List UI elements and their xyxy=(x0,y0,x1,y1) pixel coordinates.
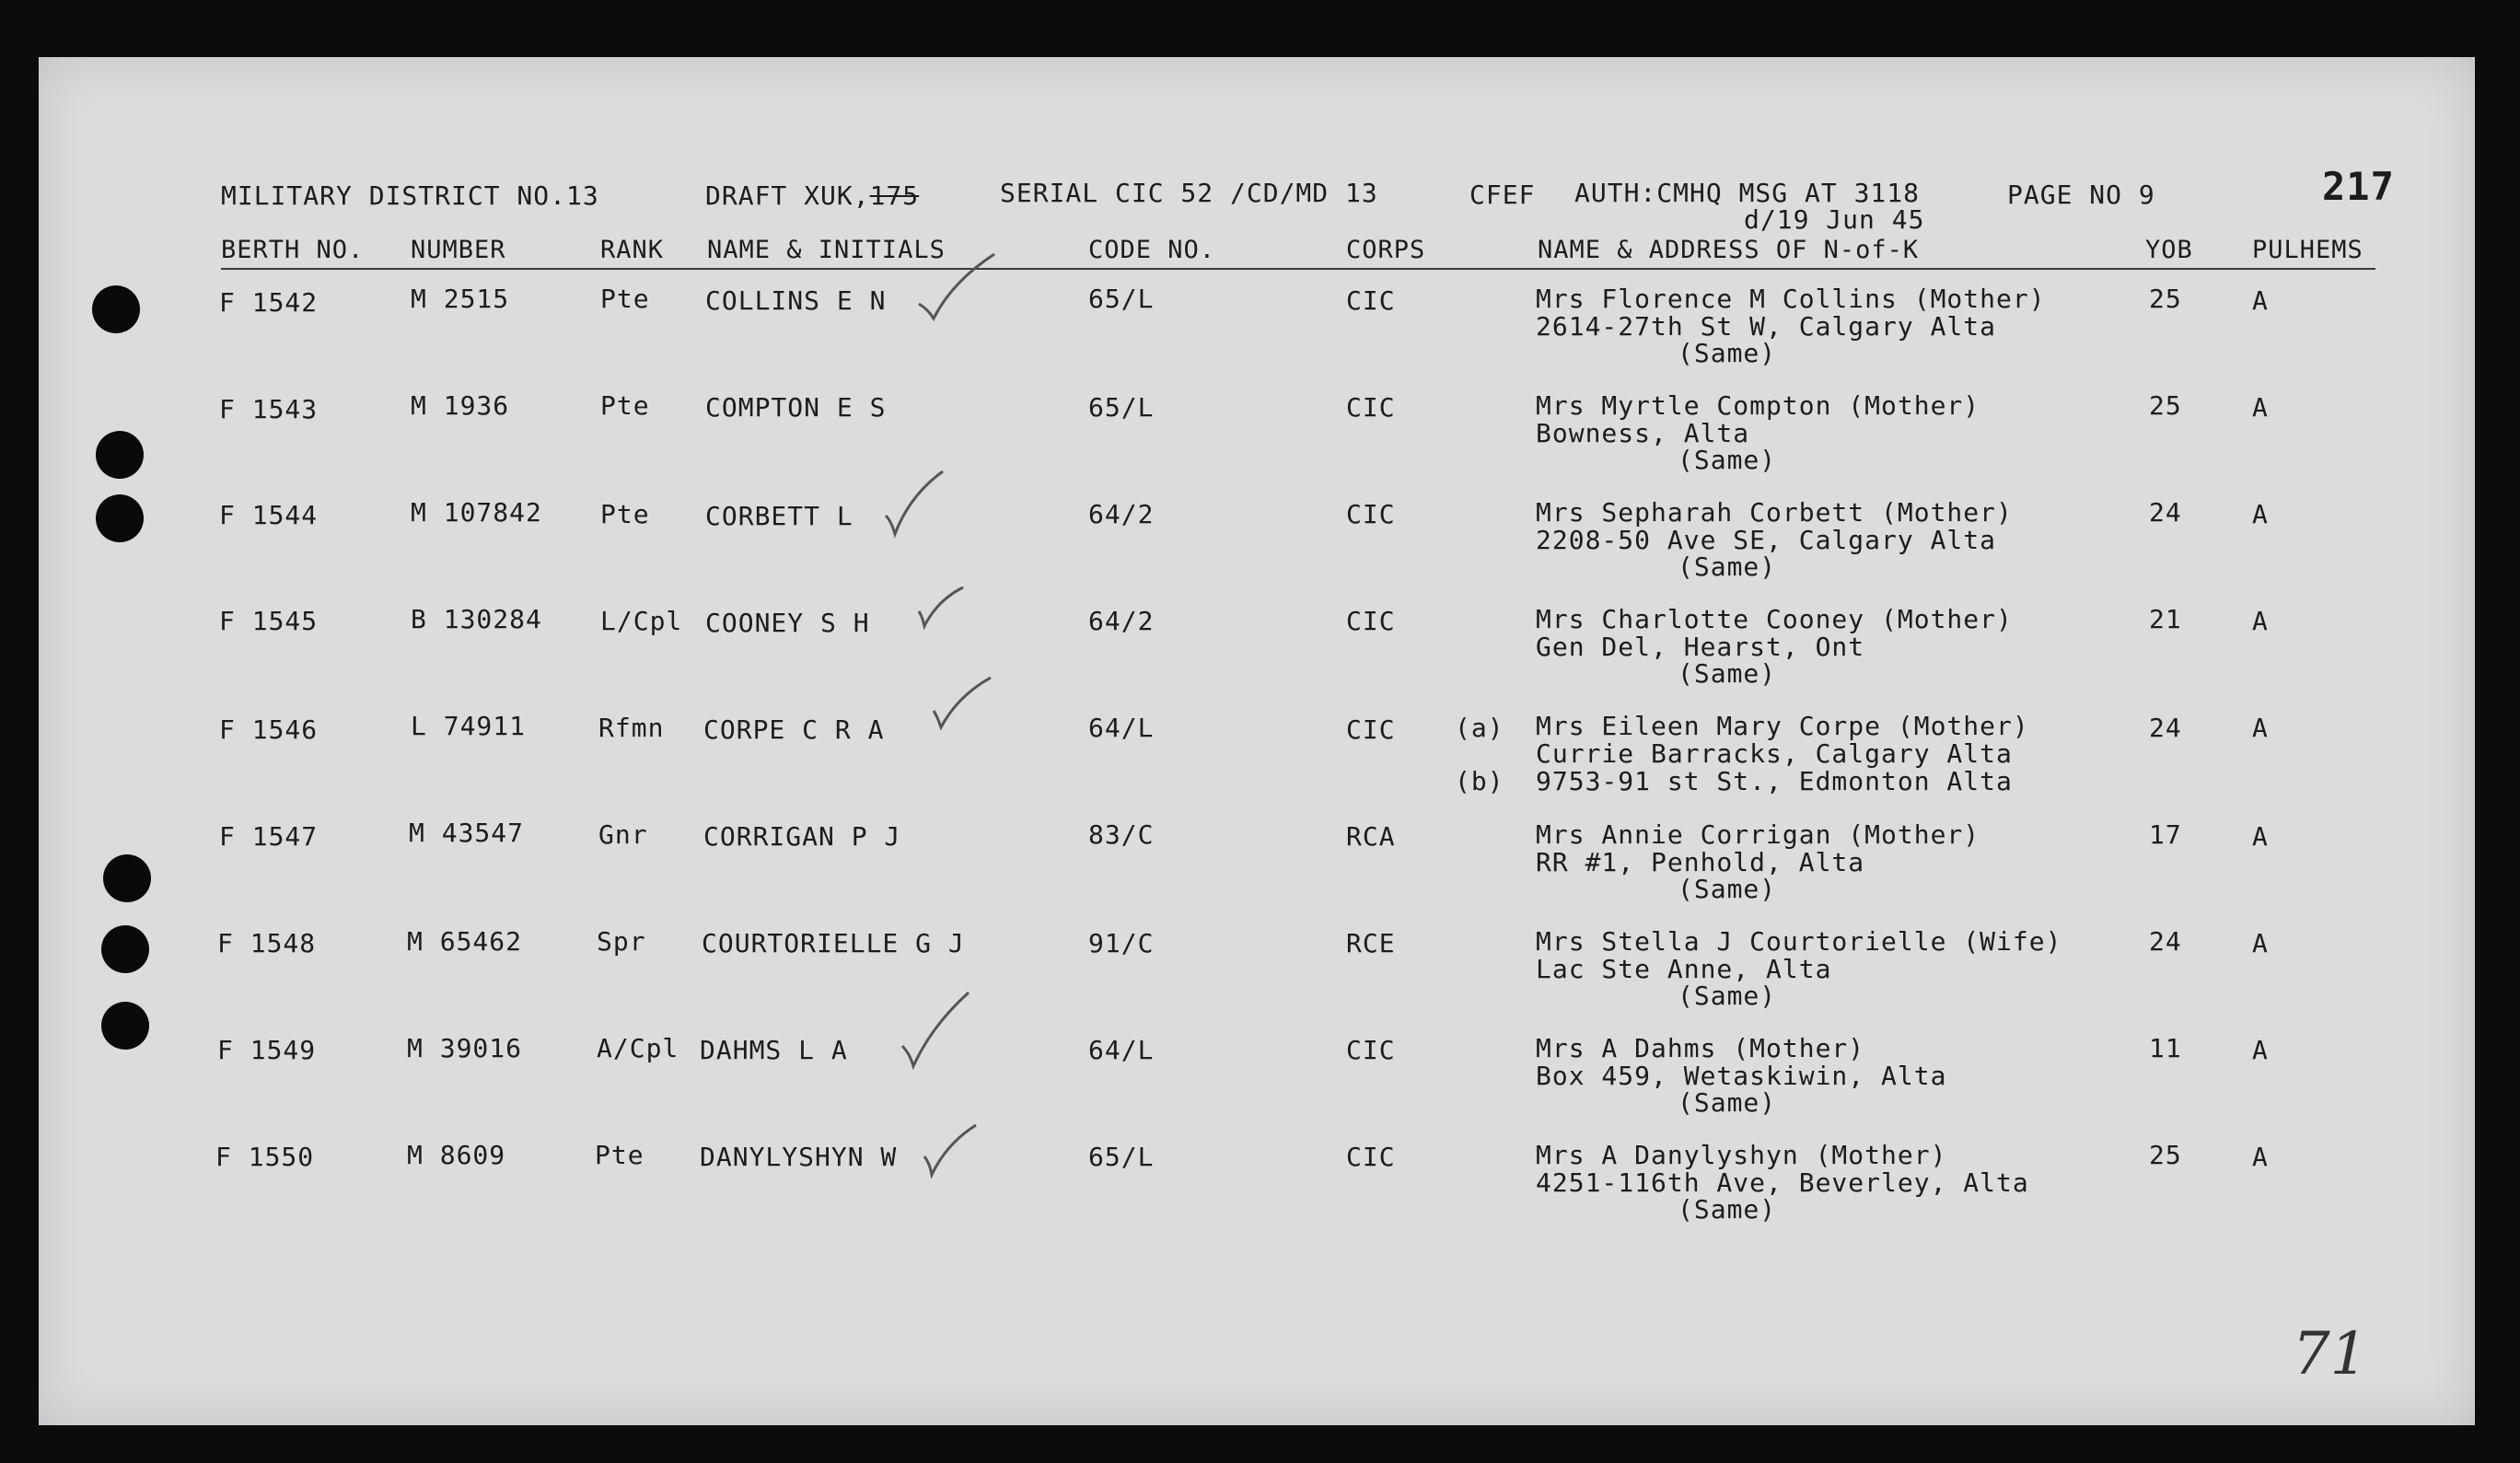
col-name: NAME & INITIALS xyxy=(707,236,946,264)
rank: Gnr xyxy=(598,819,648,850)
service-number: M 39016 xyxy=(407,1033,523,1063)
name-initials: DAHMS L A xyxy=(700,1035,848,1065)
nok-line: Gen Del, Hearst, Ont xyxy=(1536,632,1865,662)
nok-line: 2208-50 Ave SE, Calgary Alta xyxy=(1536,525,1997,555)
rank: A/Cpl xyxy=(597,1033,679,1063)
rank: L/Cpl xyxy=(600,606,683,636)
pulhems: A xyxy=(2252,928,2269,958)
pulhems: A xyxy=(2252,285,2269,316)
berth-no: F 1542 xyxy=(219,287,319,318)
punch-hole xyxy=(92,285,140,333)
margin-note: 71 xyxy=(2293,1320,2368,1388)
berth-no: F 1549 xyxy=(217,1035,317,1065)
service-number: M 2515 xyxy=(411,284,510,314)
yob: 21 xyxy=(2149,604,2182,634)
berth-no: F 1547 xyxy=(219,821,319,852)
code-no: 64/L xyxy=(1088,1035,1155,1065)
pulhems: A xyxy=(2252,392,2269,423)
service-number: M 8609 xyxy=(407,1140,506,1170)
service-number: M 43547 xyxy=(409,818,525,848)
code-no: 64/2 xyxy=(1088,499,1155,529)
rank: Pte xyxy=(600,499,650,529)
serial-label: SERIAL CIC 52 /CD/MD 13 xyxy=(1000,178,1378,208)
yob: 25 xyxy=(2149,284,2182,314)
name-initials: CORBETT L xyxy=(705,501,854,531)
checkmark-icon xyxy=(921,1121,980,1179)
punch-hole xyxy=(101,925,149,973)
berth-no: F 1546 xyxy=(219,714,319,745)
nok-line: Currie Barracks, Calgary Alta xyxy=(1536,738,2013,769)
nok-line: (Same) xyxy=(1678,552,1777,582)
col-number: NUMBER xyxy=(411,236,506,264)
yob: 25 xyxy=(2149,1140,2182,1170)
name-initials: DANYLYSHYN W xyxy=(700,1142,898,1172)
checkmark-icon xyxy=(915,584,967,630)
code-no: 65/L xyxy=(1088,392,1155,423)
nok-line: (Same) xyxy=(1678,1087,1777,1118)
rank: Spr xyxy=(597,926,646,957)
name-initials: CORRIGAN P J xyxy=(703,821,901,852)
nok-line: RR #1, Penhold, Alta xyxy=(1536,847,1865,877)
col-code: CODE NO. xyxy=(1088,236,1216,264)
corps: CIC xyxy=(1346,499,1396,529)
berth-no: F 1543 xyxy=(219,394,319,424)
col-nok: NAME & ADDRESS OF N-of-K xyxy=(1538,236,1920,264)
col-corps: CORPS xyxy=(1346,236,1426,264)
nok-marker-b: (b) xyxy=(1455,766,1504,796)
service-number: B 130284 xyxy=(411,604,542,634)
header-underline xyxy=(221,268,2375,270)
checkmark-icon xyxy=(930,674,994,733)
checkmark-icon xyxy=(882,468,946,540)
nok-line: (Same) xyxy=(1678,1194,1777,1225)
pulhems: A xyxy=(2252,821,2269,852)
corps: CIC xyxy=(1346,392,1396,423)
auth-label: AUTH:CMHQ MSG AT 3118 xyxy=(1574,178,1921,208)
nok-line: 2614-27th St W, Calgary Alta xyxy=(1536,311,1997,342)
rank: Pte xyxy=(600,284,650,314)
rank: Rfmn xyxy=(598,713,665,743)
punch-hole xyxy=(101,1002,149,1050)
nok-line: Mrs Stella J Courtorielle (Wife) xyxy=(1536,926,2062,957)
nok-line: Mrs A Danylyshyn (Mother) xyxy=(1536,1140,1947,1170)
auth-date: d/19 Jun 45 xyxy=(1744,204,1925,235)
pulhems: A xyxy=(2252,713,2269,743)
name-initials: COURTORIELLE G J xyxy=(702,928,965,958)
nok-line: 4251-116th Ave, Beverley, Alta xyxy=(1536,1167,2029,1198)
berth-no: F 1544 xyxy=(219,500,319,530)
corps: CIC xyxy=(1346,1035,1396,1065)
page-number: 217 xyxy=(2322,164,2395,209)
draft-text: DRAFT XUK, xyxy=(705,180,870,211)
yob: 17 xyxy=(2149,819,2182,850)
nok-line: Bowness, Alta xyxy=(1536,418,1750,448)
yob: 24 xyxy=(2149,497,2182,528)
col-yob: YOB xyxy=(2145,236,2193,264)
nok-line: Box 459, Wetaskiwin, Alta xyxy=(1536,1061,1947,1091)
punch-hole xyxy=(96,431,144,479)
document-sheet xyxy=(39,57,2475,1425)
page-label: PAGE NO 9 xyxy=(2007,180,2155,210)
nok-line: 9753-91 st St., Edmonton Alta xyxy=(1536,766,2013,796)
code-no: 83/C xyxy=(1088,819,1155,850)
yob: 24 xyxy=(2149,713,2182,743)
name-initials: COMPTON E S xyxy=(705,392,887,423)
berth-no: F 1545 xyxy=(219,606,319,636)
corps: RCE xyxy=(1346,928,1396,958)
nok-line: Lac Ste Anne, Alta xyxy=(1536,954,1832,984)
force-label: CFEF xyxy=(1469,180,1536,210)
service-number: L 74911 xyxy=(411,711,527,741)
checkmark-icon xyxy=(899,989,972,1070)
name-initials: COLLINS E N xyxy=(705,285,887,316)
rank: Pte xyxy=(595,1140,645,1170)
service-number: M 65462 xyxy=(407,926,523,957)
nok-line: (Same) xyxy=(1678,658,1777,689)
yob: 25 xyxy=(2149,390,2182,421)
nok-line: Mrs A Dahms (Mother) xyxy=(1536,1033,1865,1063)
nok-line: (Same) xyxy=(1678,445,1777,475)
service-number: M 107842 xyxy=(411,497,542,528)
service-number: M 1936 xyxy=(411,390,510,421)
pulhems: A xyxy=(2252,606,2269,636)
rank: Pte xyxy=(600,390,650,421)
name-initials: CORPE C R A xyxy=(703,714,885,745)
name-initials: COONEY S H xyxy=(705,608,870,638)
code-no: 91/C xyxy=(1088,928,1155,958)
berth-no: F 1548 xyxy=(217,928,317,958)
nok-line: (Same) xyxy=(1678,874,1777,904)
nok-line: Mrs Annie Corrigan (Mother) xyxy=(1536,819,1980,850)
corps: CIC xyxy=(1346,714,1396,745)
col-rank: RANK xyxy=(600,236,665,264)
draft-struck: 175 xyxy=(869,180,920,211)
nok-line: Mrs Eileen Mary Corpe (Mother) xyxy=(1536,711,2029,741)
checkmark-icon xyxy=(915,250,998,324)
nok-line: Mrs Sepharah Corbett (Mother) xyxy=(1536,497,2013,528)
code-no: 65/L xyxy=(1088,1142,1155,1172)
code-no: 64/L xyxy=(1088,713,1155,743)
punch-hole xyxy=(96,494,144,542)
corps: RCA xyxy=(1346,821,1396,852)
code-no: 65/L xyxy=(1088,284,1155,314)
code-no: 64/2 xyxy=(1088,606,1155,636)
draft-label xyxy=(705,180,919,211)
pulhems: A xyxy=(2252,1142,2269,1172)
col-berth: BERTH NO. xyxy=(221,236,365,264)
yob: 11 xyxy=(2149,1033,2182,1063)
nok-line: Mrs Myrtle Compton (Mother) xyxy=(1536,390,1980,421)
nok-marker-a: (a) xyxy=(1455,713,1504,743)
nok-line: (Same) xyxy=(1678,338,1777,368)
punch-hole xyxy=(103,854,151,902)
corps: CIC xyxy=(1346,285,1396,316)
corps: CIC xyxy=(1346,1142,1396,1172)
pulhems: A xyxy=(2252,1035,2269,1065)
nok-line: (Same) xyxy=(1678,981,1777,1011)
nok-line: Mrs Florence M Collins (Mother) xyxy=(1536,284,2046,314)
nok-line: Mrs Charlotte Cooney (Mother) xyxy=(1536,604,2013,634)
berth-no: F 1550 xyxy=(215,1142,315,1172)
col-pulhems: PULHEMS xyxy=(2252,236,2363,264)
yob: 24 xyxy=(2149,926,2182,957)
corps: CIC xyxy=(1346,606,1396,636)
pulhems: A xyxy=(2252,499,2269,529)
district-title: MILITARY DISTRICT NO.13 xyxy=(221,180,599,211)
